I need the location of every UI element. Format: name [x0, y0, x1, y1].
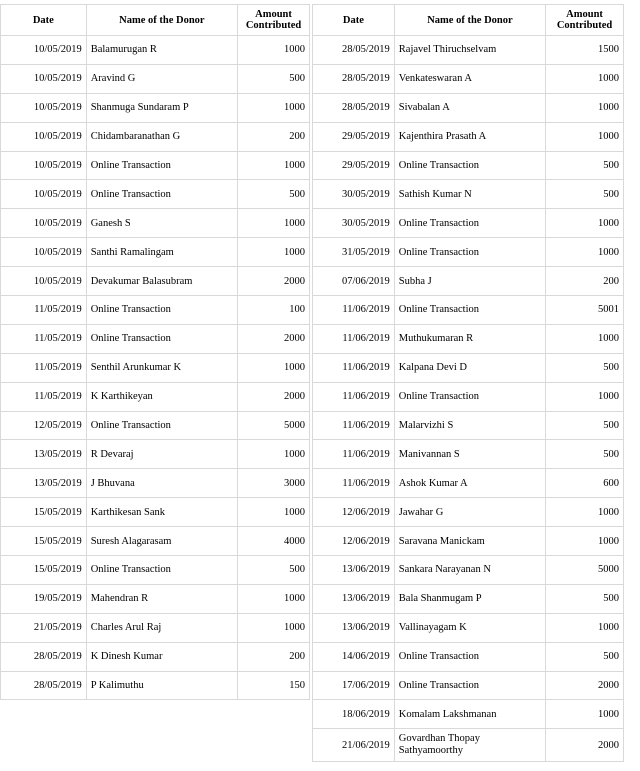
table-row [313, 151, 624, 180]
table-row [1, 498, 310, 527]
donor-name-cell: J Bhuvana [86, 469, 237, 498]
amount-header [238, 5, 310, 36]
amount-cell: 1000 [546, 613, 624, 642]
donor-name-line1: Govardhan Thopay [398, 733, 480, 745]
table-row [313, 36, 624, 65]
donor-name-cell: Online Transaction [394, 238, 545, 267]
date-cell: 28/05/2019 [1, 642, 87, 671]
table-row [1, 642, 310, 671]
date-cell: 10/05/2019 [1, 209, 87, 238]
date-cell: 11/06/2019 [313, 411, 395, 440]
donor-name-cell: Kajenthira Prasath A [394, 122, 545, 151]
donor-name-cell: Online Transaction [86, 180, 237, 209]
amount-cell: 2000 [546, 671, 624, 700]
donor-name-cell: Rajavel Thiruchselvam [394, 36, 545, 65]
table-row [1, 64, 310, 93]
amount-cell: 2000 [238, 267, 310, 296]
amount-cell: 1000 [546, 93, 624, 122]
amount-cell: 1000 [546, 382, 624, 411]
amount-cell: 3000 [238, 469, 310, 498]
date-cell: 11/06/2019 [313, 382, 395, 411]
table-row [1, 238, 310, 267]
amount-cell: 1000 [238, 238, 310, 267]
amount-cell: 1000 [238, 209, 310, 238]
date-cell: 13/05/2019 [1, 469, 87, 498]
table-row [1, 382, 310, 411]
amount-cell: 1000 [546, 64, 624, 93]
table-row [1, 613, 310, 642]
donor-name-cell: Komalam Lakshmanan [394, 700, 545, 729]
amount-cell: 500 [238, 180, 310, 209]
donor-name-cell: Sankara Narayanan N [394, 556, 545, 585]
table-row [313, 671, 624, 700]
donor-name-cell: R Devaraj [86, 440, 237, 469]
donor-name-cell: Online Transaction [394, 296, 545, 325]
date-cell: 15/05/2019 [1, 527, 87, 556]
donor-name-cell: Malarvizhi S [394, 411, 545, 440]
table-row [313, 584, 624, 613]
amount-cell: 1000 [238, 353, 310, 382]
donor-name-cell: Online Transaction [394, 671, 545, 700]
amount-cell: 600 [546, 469, 624, 498]
date-cell: 18/06/2019 [313, 700, 395, 729]
table-row [313, 209, 624, 238]
donor-name-cell: K Karthikeyan [86, 382, 237, 411]
donor-name-cell: Kalpana Devi D [394, 353, 545, 382]
table-row [313, 353, 624, 382]
date-header: Date [313, 5, 395, 36]
donor-name-cell [394, 729, 545, 762]
amount-cell: 1000 [546, 700, 624, 729]
amount-cell: 150 [238, 671, 310, 700]
table-row [313, 440, 624, 469]
donor-name-cell: Chidambaranathan G [86, 122, 237, 151]
donor-name-cell: Mahendran R [86, 584, 237, 613]
amount-cell: 1000 [238, 498, 310, 527]
donor-name-cell: Karthikesan Sank [86, 498, 237, 527]
table-row [313, 382, 624, 411]
donor-name-cell: Balamurugan R [86, 36, 237, 65]
amount-cell: 5000 [546, 556, 624, 585]
table-row [313, 180, 624, 209]
amount-cell: 200 [238, 122, 310, 151]
donor-name-cell: Online Transaction [86, 151, 237, 180]
table-header-row [1, 5, 310, 36]
donor-name-cell: Sivabalan A [394, 93, 545, 122]
date-cell: 28/05/2019 [313, 36, 395, 65]
amount-cell: 500 [546, 411, 624, 440]
amount-cell: 500 [546, 180, 624, 209]
date-cell: 14/06/2019 [313, 642, 395, 671]
donor-name-cell: Jawahar G [394, 498, 545, 527]
table-row [313, 700, 624, 729]
donor-name-cell: Online Transaction [86, 296, 237, 325]
table-row [313, 613, 624, 642]
date-cell: 11/06/2019 [313, 440, 395, 469]
date-cell: 13/06/2019 [313, 584, 395, 613]
date-cell: 10/05/2019 [1, 151, 87, 180]
donor-name-cell: Suresh Alagarasam [86, 527, 237, 556]
donor-name-cell: Venkateswaran A [394, 64, 545, 93]
table-row [313, 498, 624, 527]
donor-name-line2: Sathyamoorthy [398, 745, 463, 757]
date-cell: 15/05/2019 [1, 498, 87, 527]
donor-name-cell: K Dinesh Kumar [86, 642, 237, 671]
amount-cell: 500 [238, 64, 310, 93]
table-row [1, 527, 310, 556]
date-cell: 30/05/2019 [313, 180, 395, 209]
date-cell: 21/05/2019 [1, 613, 87, 642]
date-header: Date [1, 5, 87, 36]
date-cell: 30/05/2019 [313, 209, 395, 238]
amount-cell: 500 [546, 642, 624, 671]
date-cell: 07/06/2019 [313, 267, 395, 296]
donor-header: Name of the Donor [394, 5, 545, 36]
amount-cell: 200 [238, 642, 310, 671]
date-cell: 28/05/2019 [1, 671, 87, 700]
date-cell: 19/05/2019 [1, 584, 87, 613]
amount-cell: 2000 [238, 324, 310, 353]
donor-name-cell: Ashok Kumar A [394, 469, 545, 498]
date-cell: 29/05/2019 [313, 151, 395, 180]
date-cell: 10/05/2019 [1, 93, 87, 122]
table-row [1, 469, 310, 498]
amount-cell: 1000 [238, 584, 310, 613]
table-row [1, 122, 310, 151]
table-row [313, 64, 624, 93]
amount-cell: 5000 [238, 411, 310, 440]
table-row [1, 180, 310, 209]
donor-name-cell: Subha J [394, 267, 545, 296]
table-header-row [313, 5, 624, 36]
donor-table-right [312, 4, 624, 762]
donor-name-cell: Shanmuga Sundaram P [86, 93, 237, 122]
amount-header-line1: Amount [566, 9, 603, 20]
table-row [313, 267, 624, 296]
date-cell: 11/06/2019 [313, 353, 395, 382]
date-cell: 11/06/2019 [313, 296, 395, 325]
donor-name-cell: Bala Shanmugam P [394, 584, 545, 613]
table-row [313, 324, 624, 353]
amount-cell: 4000 [238, 527, 310, 556]
amount-cell: 1000 [546, 209, 624, 238]
date-cell: 21/06/2019 [313, 729, 395, 762]
amount-cell: 1000 [238, 151, 310, 180]
amount-cell: 1000 [546, 324, 624, 353]
donor-name-cell: Online Transaction [394, 209, 545, 238]
table-row [313, 411, 624, 440]
amount-cell: 2000 [546, 729, 624, 762]
date-cell: 17/06/2019 [313, 671, 395, 700]
table-row [313, 122, 624, 151]
amount-header-line2: Contributed [245, 20, 302, 31]
amount-header [546, 5, 624, 36]
donor-name-cell: Saravana Manickam [394, 527, 545, 556]
date-cell: 10/05/2019 [1, 122, 87, 151]
date-cell: 28/05/2019 [313, 64, 395, 93]
amount-cell: 500 [546, 440, 624, 469]
date-cell: 11/06/2019 [313, 324, 395, 353]
date-cell: 12/05/2019 [1, 411, 87, 440]
table-row [1, 209, 310, 238]
table-row [313, 642, 624, 671]
table-row [1, 324, 310, 353]
date-cell: 29/05/2019 [313, 122, 395, 151]
amount-cell: 1000 [546, 122, 624, 151]
table-row [313, 93, 624, 122]
date-cell: 10/05/2019 [1, 180, 87, 209]
table-row [1, 671, 310, 700]
donor-table-left [0, 4, 310, 700]
amount-cell: 500 [546, 584, 624, 613]
table-row [1, 440, 310, 469]
amount-cell: 5001 [546, 296, 624, 325]
amount-cell: 1000 [238, 440, 310, 469]
donor-header: Name of the Donor [86, 5, 237, 36]
date-cell: 10/05/2019 [1, 238, 87, 267]
table-row [313, 238, 624, 267]
amount-cell: 1000 [546, 498, 624, 527]
date-cell: 13/06/2019 [313, 613, 395, 642]
table-row [1, 584, 310, 613]
date-cell: 12/06/2019 [313, 527, 395, 556]
donor-name-cell: Vallinayagam K [394, 613, 545, 642]
amount-header-line2: Contributed [556, 20, 613, 31]
date-cell: 10/05/2019 [1, 267, 87, 296]
table-row [313, 527, 624, 556]
amount-cell: 500 [546, 353, 624, 382]
amount-cell: 1000 [238, 36, 310, 65]
table-row [1, 151, 310, 180]
amount-cell: 2000 [238, 382, 310, 411]
donor-name-cell: Sathish Kumar N [394, 180, 545, 209]
date-cell: 12/06/2019 [313, 498, 395, 527]
donor-name-cell: P Kalimuthu [86, 671, 237, 700]
donor-name-cell: Senthil Arunkumar K [86, 353, 237, 382]
date-cell: 11/05/2019 [1, 382, 87, 411]
date-cell: 11/05/2019 [1, 324, 87, 353]
date-cell: 10/05/2019 [1, 36, 87, 65]
donor-name-cell: Online Transaction [394, 151, 545, 180]
date-cell: 31/05/2019 [313, 238, 395, 267]
amount-cell: 1500 [546, 36, 624, 65]
table-row [1, 36, 310, 65]
table-row [313, 556, 624, 585]
amount-cell: 1000 [238, 613, 310, 642]
donor-name-cell: Aravind G [86, 64, 237, 93]
date-cell: 28/05/2019 [313, 93, 395, 122]
donor-name-cell: Ganesh S [86, 209, 237, 238]
amount-cell: 200 [546, 267, 624, 296]
date-cell: 11/05/2019 [1, 353, 87, 382]
table-row [1, 93, 310, 122]
donor-name-cell: Online Transaction [394, 642, 545, 671]
date-cell: 13/06/2019 [313, 556, 395, 585]
table-row [1, 296, 310, 325]
amount-cell: 1000 [546, 238, 624, 267]
donor-name-cell: Online Transaction [86, 556, 237, 585]
donor-name-cell: Muthukumaran R [394, 324, 545, 353]
table-row [1, 556, 310, 585]
amount-cell: 100 [238, 296, 310, 325]
amount-cell: 500 [546, 151, 624, 180]
donor-name-cell: Online Transaction [86, 324, 237, 353]
donor-name-cell: Devakumar Balasubram [86, 267, 237, 296]
amount-cell: 500 [238, 556, 310, 585]
amount-cell: 1000 [238, 93, 310, 122]
date-cell: 13/05/2019 [1, 440, 87, 469]
date-cell: 10/05/2019 [1, 64, 87, 93]
amount-cell: 1000 [546, 527, 624, 556]
donor-name-cell: Online Transaction [86, 411, 237, 440]
table-row [313, 296, 624, 325]
date-cell: 11/05/2019 [1, 296, 87, 325]
table-row [313, 729, 624, 762]
donor-name-cell: Charles Arul Raj [86, 613, 237, 642]
donor-name-cell: Manivannan S [394, 440, 545, 469]
amount-header-line1: Amount [255, 9, 292, 20]
table-row [1, 411, 310, 440]
table-row [1, 267, 310, 296]
date-cell: 11/06/2019 [313, 469, 395, 498]
donor-name-cell: Santhi Ramalingam [86, 238, 237, 267]
table-row [313, 469, 624, 498]
donor-name-cell: Online Transaction [394, 382, 545, 411]
table-row [1, 353, 310, 382]
date-cell: 15/05/2019 [1, 556, 87, 585]
